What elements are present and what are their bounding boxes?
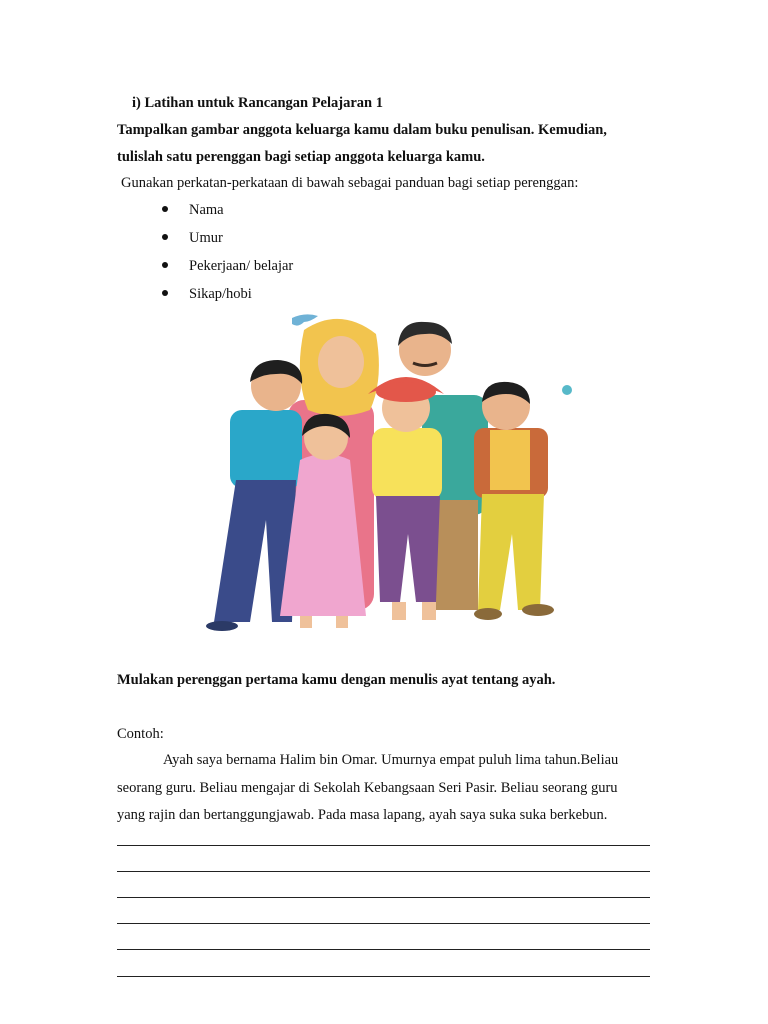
writing-line[interactable] bbox=[117, 976, 650, 977]
bullet-dot bbox=[162, 206, 168, 212]
prompt-text: Mulakan perenggan pertama kamu dengan menulis ayat tentang ayah. bbox=[117, 672, 556, 688]
bullet-dot bbox=[162, 290, 168, 296]
writing-line[interactable] bbox=[117, 923, 650, 924]
example-line-2: seorang guru. Beliau mengajar di Sekolah Kebangsaan Seri Pasir. Beliau seorang guru bbox=[117, 780, 618, 796]
decor-dot bbox=[562, 385, 572, 395]
example-line-3: yang rajin dan bertanggungjawab. Pada masa lapang, ayah saya suka suka berkebun. bbox=[117, 807, 608, 823]
writing-line[interactable] bbox=[117, 845, 650, 846]
writing-line[interactable] bbox=[117, 871, 650, 872]
example-line-1: Ayah saya bernama Halim bin Omar. Umurnya empat puluh lima tahun.Beliau bbox=[163, 752, 619, 768]
writing-line[interactable] bbox=[117, 897, 650, 898]
list-item-nama: Nama bbox=[189, 202, 224, 218]
bullet-dot bbox=[162, 262, 168, 268]
instruction-line-1: Tampalkan gambar anggota keluarga kamu dalam buku penulisan. Kemudian, bbox=[117, 122, 607, 138]
exercise-title: i) Latihan untuk Rancangan Pelajaran 1 bbox=[132, 95, 383, 111]
list-item-pekerjaan: Pekerjaan/ belajar bbox=[189, 258, 294, 274]
writing-line[interactable] bbox=[117, 949, 650, 950]
list-item-umur: Umur bbox=[189, 230, 223, 246]
example-label: Contoh: bbox=[117, 726, 164, 742]
boy-right-figure bbox=[474, 382, 554, 620]
family-illustration bbox=[200, 310, 572, 636]
bird-icon bbox=[292, 314, 318, 325]
bullet-dot bbox=[162, 234, 168, 240]
instruction-line-2: tulislah satu perenggan bagi setiap anggota keluarga kamu. bbox=[117, 149, 485, 165]
list-item-sikap: Sikap/hobi bbox=[189, 286, 252, 302]
guide-text: Gunakan perkatan-perkataan di bawah sebagai panduan bagi setiap perenggan: bbox=[121, 175, 579, 191]
